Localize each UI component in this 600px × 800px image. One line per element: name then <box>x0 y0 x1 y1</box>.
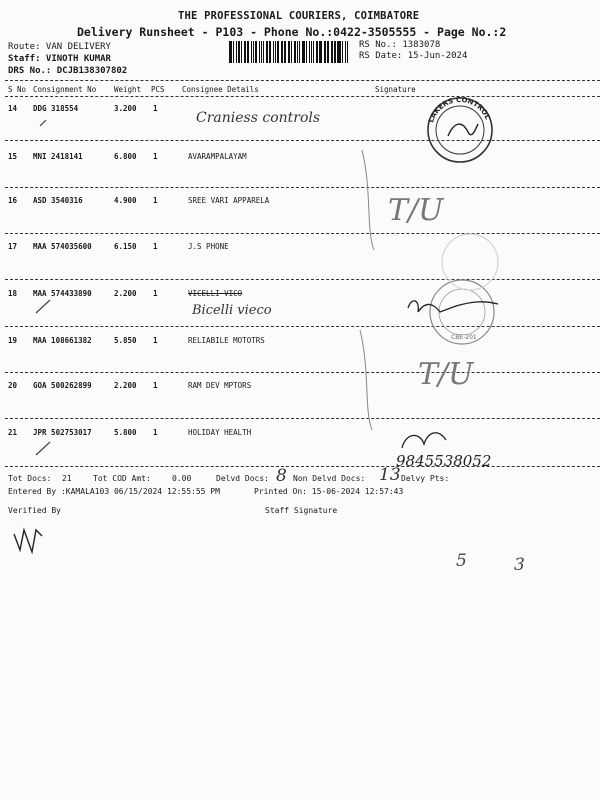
row-weight: 6.150 <box>114 242 137 251</box>
row-sno: 17 <box>8 242 18 251</box>
row-pcs: 1 <box>153 289 158 298</box>
row-sno: 16 <box>8 196 18 205</box>
row-sno: 20 <box>8 381 18 390</box>
signature-row-21 <box>402 433 446 448</box>
non-delvd-handwritten: 13 <box>379 465 401 485</box>
row-consignee: RELIABILE MOTOTRS <box>188 336 265 345</box>
tot-docs-label: Tot Docs: <box>8 474 52 483</box>
stamp-text: LAKERS CONTROL <box>427 95 492 124</box>
tick-mark <box>36 442 50 455</box>
row-sno: 21 <box>8 428 18 437</box>
col-signature: Signature <box>375 85 416 94</box>
scrawl-line <box>360 330 372 430</box>
row-pcs: 1 <box>153 196 158 205</box>
row-weight: 6.800 <box>114 152 137 161</box>
delvd-handwritten: 8 <box>276 466 287 486</box>
runsheet-title: Delivery Runsheet - P103 - Phone No.:0422-3505555 - Page No.:2 <box>77 25 507 39</box>
rs-number: RS No.: 1383078 <box>359 40 441 50</box>
row-consignee: HOLIDAY HEALTH <box>188 428 252 437</box>
row-consignment: MNI 2418141 <box>33 152 83 161</box>
row-weight: 5.800 <box>114 428 137 437</box>
drs-number: DRS No.: DCJB138307802 <box>8 66 128 76</box>
printed-on: Printed On: 15-06-2024 12:57:43 <box>254 487 404 496</box>
row-pcs: 1 <box>153 428 158 437</box>
col-consignee: Consignee Details <box>182 85 259 94</box>
row-pcs: 1 <box>153 152 158 161</box>
rs-date: RS Date: 15-Jun-2024 <box>359 51 468 61</box>
row-sno: 14 <box>8 104 18 113</box>
route: Route: VAN DELIVERY <box>8 42 111 52</box>
row-weight: 4.900 <box>114 196 137 205</box>
row-consignee: VICELLI VICO <box>188 289 243 298</box>
row-consignment: MAA 574433890 <box>33 289 92 298</box>
row-consignment: JPR 502753017 <box>33 428 92 437</box>
row-pcs: 1 <box>153 242 158 251</box>
row-sno: 18 <box>8 289 18 298</box>
corner-mark: 5 <box>456 551 467 571</box>
row-pcs: 1 <box>153 336 158 345</box>
row-consignee: SREE VARI APPARELA <box>188 196 270 205</box>
tu-mark: T/U <box>388 193 444 228</box>
cod-label: Tot COD Amt: <box>93 474 151 483</box>
row-sno: 15 <box>8 152 18 161</box>
row-pcs: 1 <box>153 104 158 113</box>
row-consignee: J.S PHONE <box>188 242 229 251</box>
stamp-sub-text: CBE-201 <box>451 334 477 341</box>
tick-mark <box>40 120 46 126</box>
staff-signature-label: Staff Signature <box>265 506 338 515</box>
row-consignment: DDG 318554 <box>33 104 79 113</box>
row-consignment: MAA 108661382 <box>33 336 92 345</box>
entered-by: Entered By :KAMALA103 06/15/2024 12:55:55 PM <box>8 487 220 496</box>
verified-signature <box>14 530 42 552</box>
row-consignee-handwritten: Bicelli vieco <box>192 303 272 318</box>
row-weight: 2.200 <box>114 381 137 390</box>
company-stamp <box>427 96 492 162</box>
verified-by: Verified By <box>8 506 61 515</box>
non-delvd-label: Non Delvd Docs: <box>293 474 366 483</box>
corner-mark: 3 <box>514 555 525 575</box>
tot-docs-value: 21 <box>62 474 72 483</box>
row-weight: 5.850 <box>114 336 137 345</box>
row-pcs: 1 <box>153 381 158 390</box>
tu-mark: T/U <box>418 357 474 392</box>
col-pcs: PCS <box>151 85 165 94</box>
row-consignee-handwritten: Craniess controls <box>196 110 321 126</box>
col-weight: Weight <box>114 85 142 94</box>
row-sno: 19 <box>8 336 18 345</box>
col-consignment: Consignment No <box>33 85 97 94</box>
row-consignee: AVARAMPALAYAM <box>188 152 247 161</box>
row-consignment: GOA 500262899 <box>33 381 92 390</box>
staff: Staff: VINOTH KUMAR <box>8 54 111 64</box>
scrawl-line <box>362 150 374 250</box>
cod-value: 0.00 <box>172 474 192 483</box>
row-consignee: RAM DEV MPTORS <box>188 381 252 390</box>
row-consignment: MAA 574035600 <box>33 242 92 251</box>
delvd-label: Delvd Docs: <box>216 474 269 483</box>
company-name: THE PROFESSIONAL COURIERS, COIMBATORE <box>178 10 420 22</box>
col-sno: S No <box>8 85 27 94</box>
row-consignment: ASD 3540316 <box>33 196 83 205</box>
phone-scribble: 9845538052 <box>396 452 492 470</box>
tick-mark <box>36 300 50 313</box>
row-weight: 3.200 <box>114 104 137 113</box>
row-weight: 2.200 <box>114 289 137 298</box>
delvy-pts-label: Delvy Pts: <box>401 474 450 483</box>
